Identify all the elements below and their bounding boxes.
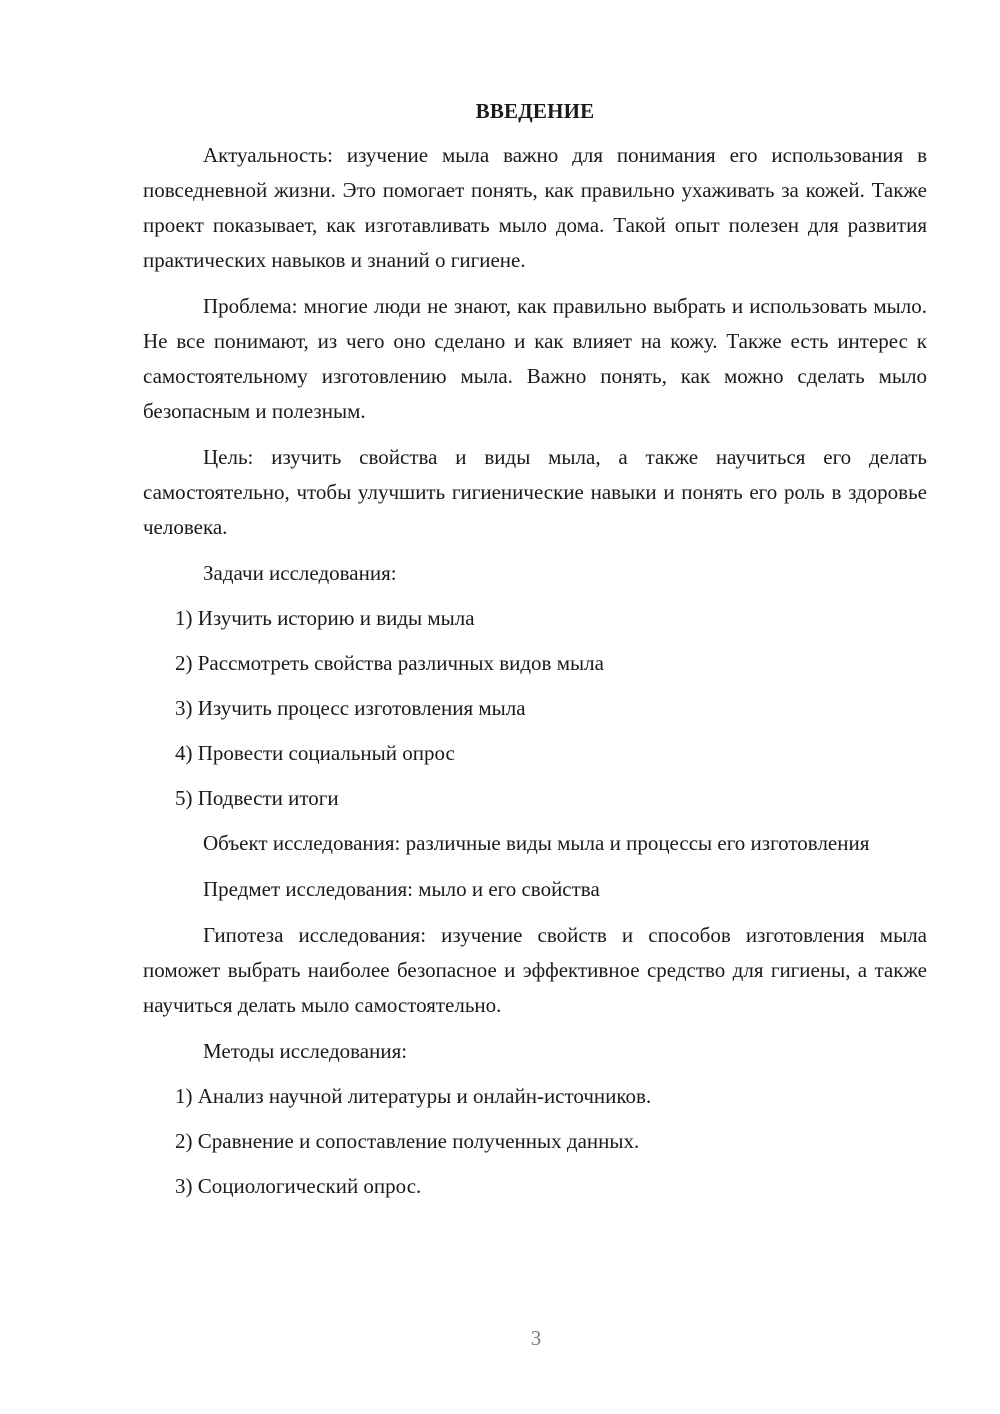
page-number: 3 xyxy=(530,1326,542,1350)
page-content xyxy=(143,96,927,1214)
task-item: 4) Провести социальный опрос xyxy=(175,741,455,765)
paragraph-hypothesis: Гипотеза исследования: изучение свойств и способов изготовления мыла поможет выбрать наиболее безопасное и эффективное средство для гигиены, а также научиться делать мыло самостоятельно. xyxy=(143,923,927,1017)
task-item: 2) Рассмотреть свойства различных видов мыла xyxy=(175,651,604,675)
task-item: 1) Изучить историю и виды мыла xyxy=(175,606,475,630)
method-item: 1) Анализ научной литературы и онлайн-источников. xyxy=(175,1084,652,1108)
paragraph-problem: Проблема: многие люди не знают, как правильно выбрать и использовать мыло. Не все понимают, из чего оно сделано и как влияет на кожу. Также есть интерес к самостоятельному изготовлению мыла. Важно понять, как можно сделать мыло безопасным и полезным. xyxy=(143,294,927,423)
method-item: 2) Сравнение и сопоставление полученных данных. xyxy=(175,1129,640,1153)
methods-list xyxy=(143,1079,927,1204)
section-title: ВВЕДЕНИЕ xyxy=(475,99,595,123)
tasks-list xyxy=(143,601,927,816)
task-item: 3) Изучить процесс изготовления мыла xyxy=(175,696,526,720)
paragraph-relevance: Актуальность: изучение мыла важно для понимания его использования в повседневной жизни. Это помогает понять, как правильно ухаживать за кожей. Также проект показывает, как изготавливать мыло дома. Такой опыт полезен для развития практических навыков и знаний о гигиене. xyxy=(143,143,927,272)
paragraph-goal: Цель: изучить свойства и виды мыла, а также научиться его делать самостоятельно, чтобы улучшить гигиенические навыки и понять его роль в здоровье человека. xyxy=(143,445,927,539)
method-item: 3) Социологический опрос. xyxy=(175,1174,422,1198)
task-item: 5) Подвести итоги xyxy=(175,786,339,810)
paragraph-subject: Предмет исследования: мыло и его свойства xyxy=(203,877,600,901)
methods-label: Методы исследования: xyxy=(203,1039,408,1063)
tasks-label: Задачи исследования: xyxy=(203,561,397,585)
paragraph-object: Объект исследования: различные виды мыла и процессы его изготовления xyxy=(203,831,870,855)
